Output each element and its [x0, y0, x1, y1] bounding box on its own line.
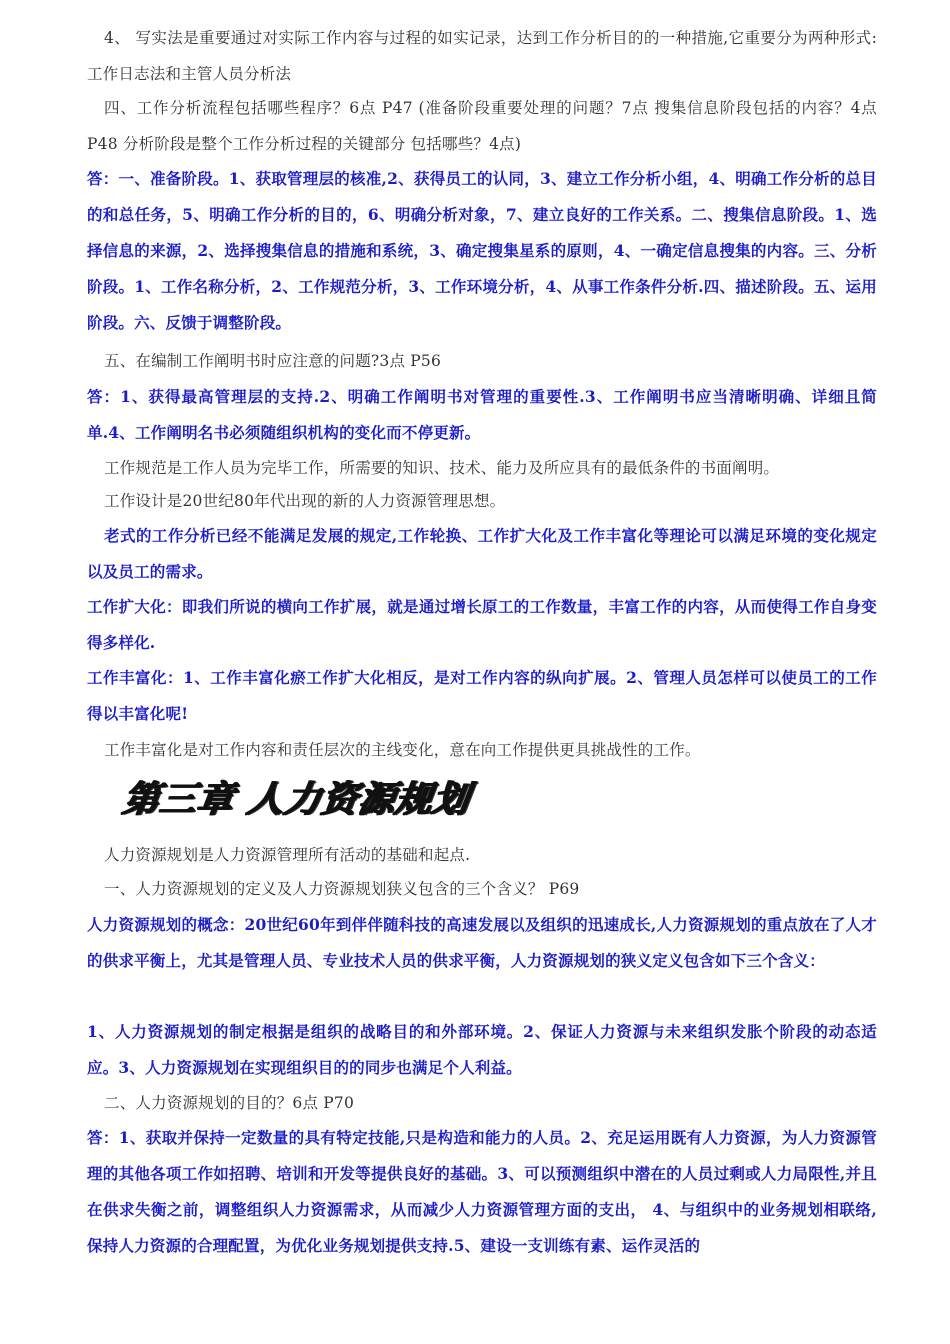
paragraph-job-enrichment-definition: 工作丰富化是对工作内容和责任层次的主线变化，意在向工作提供更具挑战性的工作。: [104, 741, 701, 759]
paragraph-writing-method: 4、 写实法是重要通过对实际工作内容与过程的如实记录，达到工作分析目的的一种措施,它重要分为两种形式:工作日志法和主管人员分析法: [87, 29, 877, 83]
question-hr-planning-definition: 一、人力资源规划的定义及人力资源规划狭义包含的三个含义？ P69: [104, 880, 580, 898]
answer-hr-planning-purpose: 答：1、获取并保持一定数量的具有特定技能,只是构造和能力的人员。2、充足运用既有人力资源，为人力资源管理的其他各项工作如招聘、培训和开发等提供良好的基础。3、可以预测组织中潜在的人员过剩或人力局限性,并且在供求失衡之前，调整组织人力资源需求，从而减少人力资源管理方面的支出， 4、与组织中的业务规划相联络,保持人力资源的合理配置，为优化业务规划提供支持.5、建设一支训练有素、运作灵活的: [87, 1128, 877, 1255]
chapter-title: 第三章 人力资源规划: [119, 779, 472, 820]
question-job-description-notes: 五、在编制工作阐明书时应注意的问题?3点 P56: [104, 352, 442, 370]
paragraph-hr-planning-basis: 人力资源规划是人力资源管理所有活动的基础和起点.: [104, 846, 471, 864]
paragraph-job-enrichment: 工作丰富化：1、工作丰富化瘀工作扩大化相反，是对工作内容的纵向扩展。2、管理人员怎样可以使员工的工作得以丰富化呢!: [87, 668, 877, 723]
answer-hr-planning-concept: 人力资源规划的概念：20世纪60年到伴伴随科技的高速发展以及组织的迅速成长,人力资源规划的重点放在了人才的供求平衡上，尤其是管理人员、专业技术人员的供求平衡，人力资源规划的狭义定义包含如下三个含义：: [87, 915, 877, 970]
paragraph-job-specification: 工作规范是工作人员为完毕工作，所需要的知识、技术、能力及所应具有的最低条件的书面阐明。: [104, 459, 780, 477]
answer-job-description-notes: 答：1、获得最高管理层的支持.2、明确工作阐明书对管理的重要性.3、工作阐明书应当清晰明确、详细且简单.4、工作阐明名书必须随组织机构的变化而不停更新。: [87, 387, 877, 442]
question-job-analysis-process: 四、工作分析流程包括哪些程序？6点 P47 (准备阶段重要处理的问题？7点 搜集信息阶段包括的内容？4点 P48 分析阶段是整个工作分析过程的关键部分 包括哪些？4点): [87, 99, 877, 153]
question-hr-planning-purpose: 二、人力资源规划的目的？6点 P70: [104, 1094, 355, 1112]
paragraph-job-enlargement: 工作扩大化：即我们所说的横向工作扩展，就是通过增长原工的工作数量，丰富工作的内容，从而使得工作自身变得多样化.: [87, 597, 877, 652]
answer-job-analysis-process: 答：一、准备阶段。1、获取管理层的核准,2、获得员工的认同，3、建立工作分析小组，4、明确工作分析的总目的和总任务，5、明确工作分析的目的，6、明确分析对象，7、建立良好的工作关系。二、搜集信息阶段。1、选择信息的来源，2、选择搜集信息的措施和系统，3、确定搜集星系的原则，4、一确定信息搜集的内容。三、分析阶段。1、工作名称分析，2、工作规范分析，3、工作环境分析，4、从事工作条件分析.四、描述阶段。五、运用阶段。六、反馈于调整阶段。: [87, 169, 877, 332]
paragraph-old-job-analysis: 老式的工作分析已经不能满足发展的规定,工作轮换、工作扩大化及工作丰富化等理论可以满足环境的变化规定以及员工的需求。: [87, 526, 877, 581]
paragraph-job-design: 工作设计是20世纪80年代出现的新的人力资源管理思想。: [104, 492, 506, 510]
answer-hr-planning-three-meanings: 1、人力资源规划的制定根据是组织的战略目的和外部环境。2、保证人力资源与未来组织发胀个阶段的动态适应。3、人力资源规划在实现组织目的的同步也满足个人利益。: [87, 1022, 877, 1077]
